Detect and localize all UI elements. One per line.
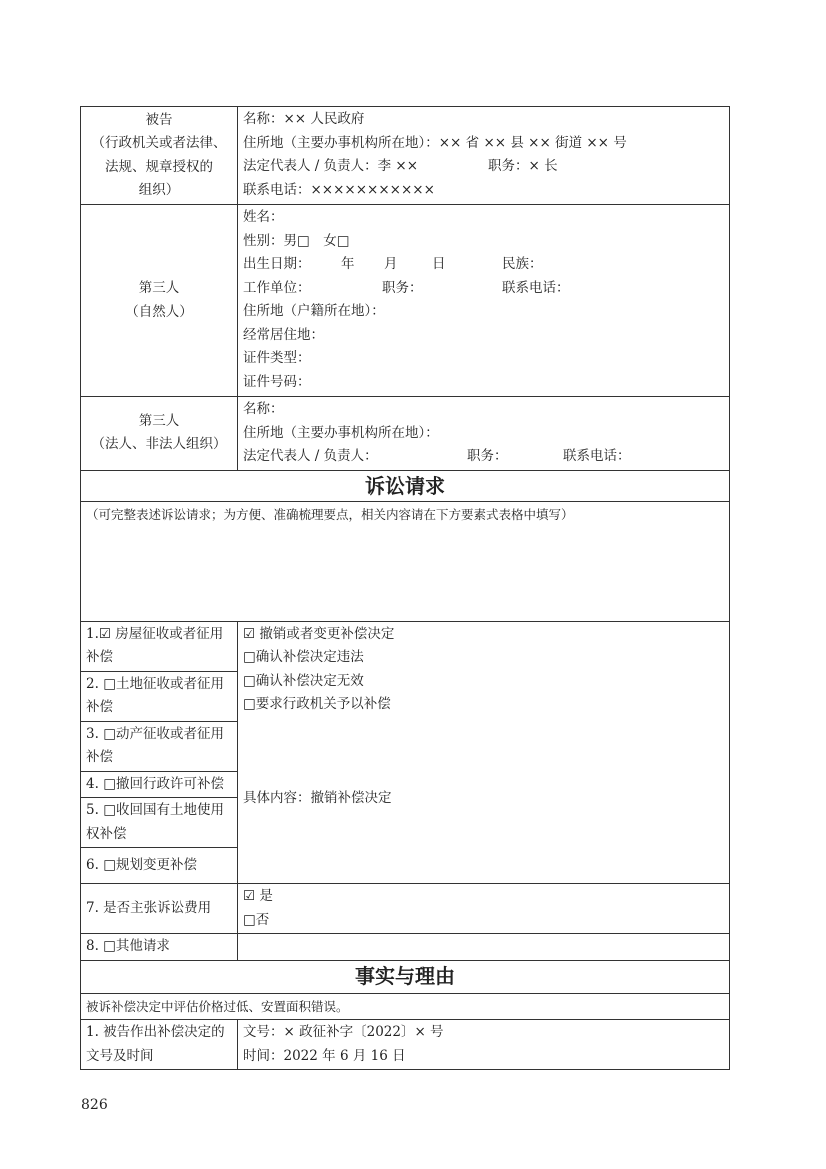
decision-doc-number: 文号：× 政征补字〔2022〕× 号: [243, 1024, 444, 1040]
defendant-position: 职务：× 长: [488, 158, 558, 174]
claim-item-2: 2. □土地征收或者征用补偿: [81, 671, 238, 721]
defendant-info: [238, 107, 730, 205]
other-claims-value: [238, 934, 730, 961]
defendant-address: 住所地（主要办事机构所在地）：×× 省 ×× 县 ×× 街道 ×× 号: [243, 134, 627, 151]
costs-yes: ☑ 是: [243, 888, 273, 904]
third-party-natural-label: 第三人 （自然人）: [81, 205, 238, 397]
claim-item-3: 3. □动产征收或者征用补偿: [81, 721, 238, 771]
claim-option-invalid: □确认补偿决定无效: [243, 672, 364, 689]
defendant-representative-line: [243, 155, 724, 179]
claim-options: [238, 621, 730, 884]
org-name-field: 名称：: [243, 401, 284, 417]
defendant-representative: 法定代表人 / 负责人：李 ××: [243, 158, 419, 174]
facts-summary-row: [81, 993, 730, 1020]
third-party-natural-info: [238, 205, 730, 397]
claim-option-illegal: □确认补偿决定违法: [243, 649, 364, 665]
tp-gender-field: 性别：男□ 女□: [243, 232, 350, 249]
defendant-row: [81, 107, 730, 205]
claims-title: 诉讼请求: [81, 470, 730, 501]
decision-info: [238, 1020, 730, 1070]
claim-item-row: [81, 621, 730, 671]
org-position-field: 职务：: [467, 448, 508, 464]
claim-item-6: 6. □规划变更补偿: [81, 848, 238, 884]
checkbox-icon: □: [103, 725, 116, 742]
third-party-natural-row: [81, 205, 730, 397]
tp-birth-field: 出生日期：: [243, 256, 311, 272]
third-party-org-row: [81, 397, 730, 471]
claims-header-row: [81, 470, 730, 501]
defendant-phone: 联系电话：×××××××××××: [243, 181, 435, 198]
costs-options: [238, 884, 730, 934]
checkbox-icon: □: [103, 675, 116, 692]
tp-work-unit-field: 工作单位：: [243, 279, 311, 296]
decision-time: 时间：2022 年 6 月 16 日: [243, 1047, 406, 1064]
costs-row: [81, 884, 730, 934]
costs-label: 7. 是否主张诉讼费用: [81, 884, 238, 934]
org-rep-field: 法定代表人 / 负责人：: [243, 448, 378, 464]
page-number: 826: [81, 1097, 108, 1113]
facts-title: 事实与理由: [81, 960, 730, 993]
claim-item-4: 4. □撤回行政许可补偿: [81, 771, 238, 798]
defendant-name: 名称：×× 人民政府: [243, 111, 365, 127]
tp-birth-line: 出生日期： 年 月 日 民族：: [243, 253, 724, 277]
defendant-label: 被告 （行政机关或者法律、 法规、规章授权的 组织）: [81, 107, 238, 205]
tp-residence-field: 住所地（户籍所在地）：: [243, 303, 385, 319]
checkbox-icon: □: [103, 775, 116, 792]
decision-row: [81, 1020, 730, 1070]
third-party-org-info: [238, 397, 730, 471]
claim-item-5: 5. □收回国有土地使用权补偿: [81, 798, 238, 848]
checked-box-icon: ☑: [98, 625, 111, 642]
claim-option-compensate: □要求行政机关予以补偿: [243, 696, 391, 712]
tp-position-field: 职务：: [382, 279, 423, 296]
claim-option-revoke: ☑ 撤销或者变更补偿决定: [243, 625, 395, 642]
tp-id-type-field: 证件类型：: [243, 350, 311, 366]
claims-note: （可完整表述诉讼请求；为方便、准确梳理要点，相关内容请在下方要素式表格中填写）: [81, 501, 730, 621]
checkbox-icon: □: [103, 856, 116, 873]
tp-habitual-field: 经常居住地：: [243, 326, 324, 343]
tp-ethnicity-field: 民族：: [502, 256, 543, 272]
org-address-field: 住所地（主要办事机构所在地）：: [243, 424, 439, 441]
org-rep-line: [243, 445, 724, 469]
other-claims-label: 8. □其他请求: [81, 934, 238, 961]
other-claims-row: [81, 934, 730, 961]
claim-detail: 具体内容：撤销补偿决定: [243, 790, 392, 806]
costs-no: □否: [243, 911, 270, 928]
org-phone-field: 联系电话：: [563, 448, 631, 464]
third-party-org-label: 第三人 （法人、非法人组织）: [81, 397, 238, 471]
facts-summary: 被诉补偿决定中评估价格过低、安置面积错误。: [81, 993, 730, 1020]
complaint-form: [80, 106, 730, 1070]
claims-note-row: [81, 501, 730, 621]
claim-item-1: 1.☑ 房屋征收或者征用补偿: [81, 621, 238, 671]
tp-id-number-field: 证件号码：: [243, 373, 311, 390]
checkbox-icon: □: [103, 802, 116, 818]
facts-header-row: [81, 960, 730, 993]
tp-phone-field: 联系电话：: [502, 279, 570, 296]
decision-label: 1. 被告作出补偿决定的 文号及时间: [81, 1020, 238, 1070]
tp-name-field: 姓名：: [243, 209, 284, 225]
tp-work-line: [243, 277, 724, 301]
